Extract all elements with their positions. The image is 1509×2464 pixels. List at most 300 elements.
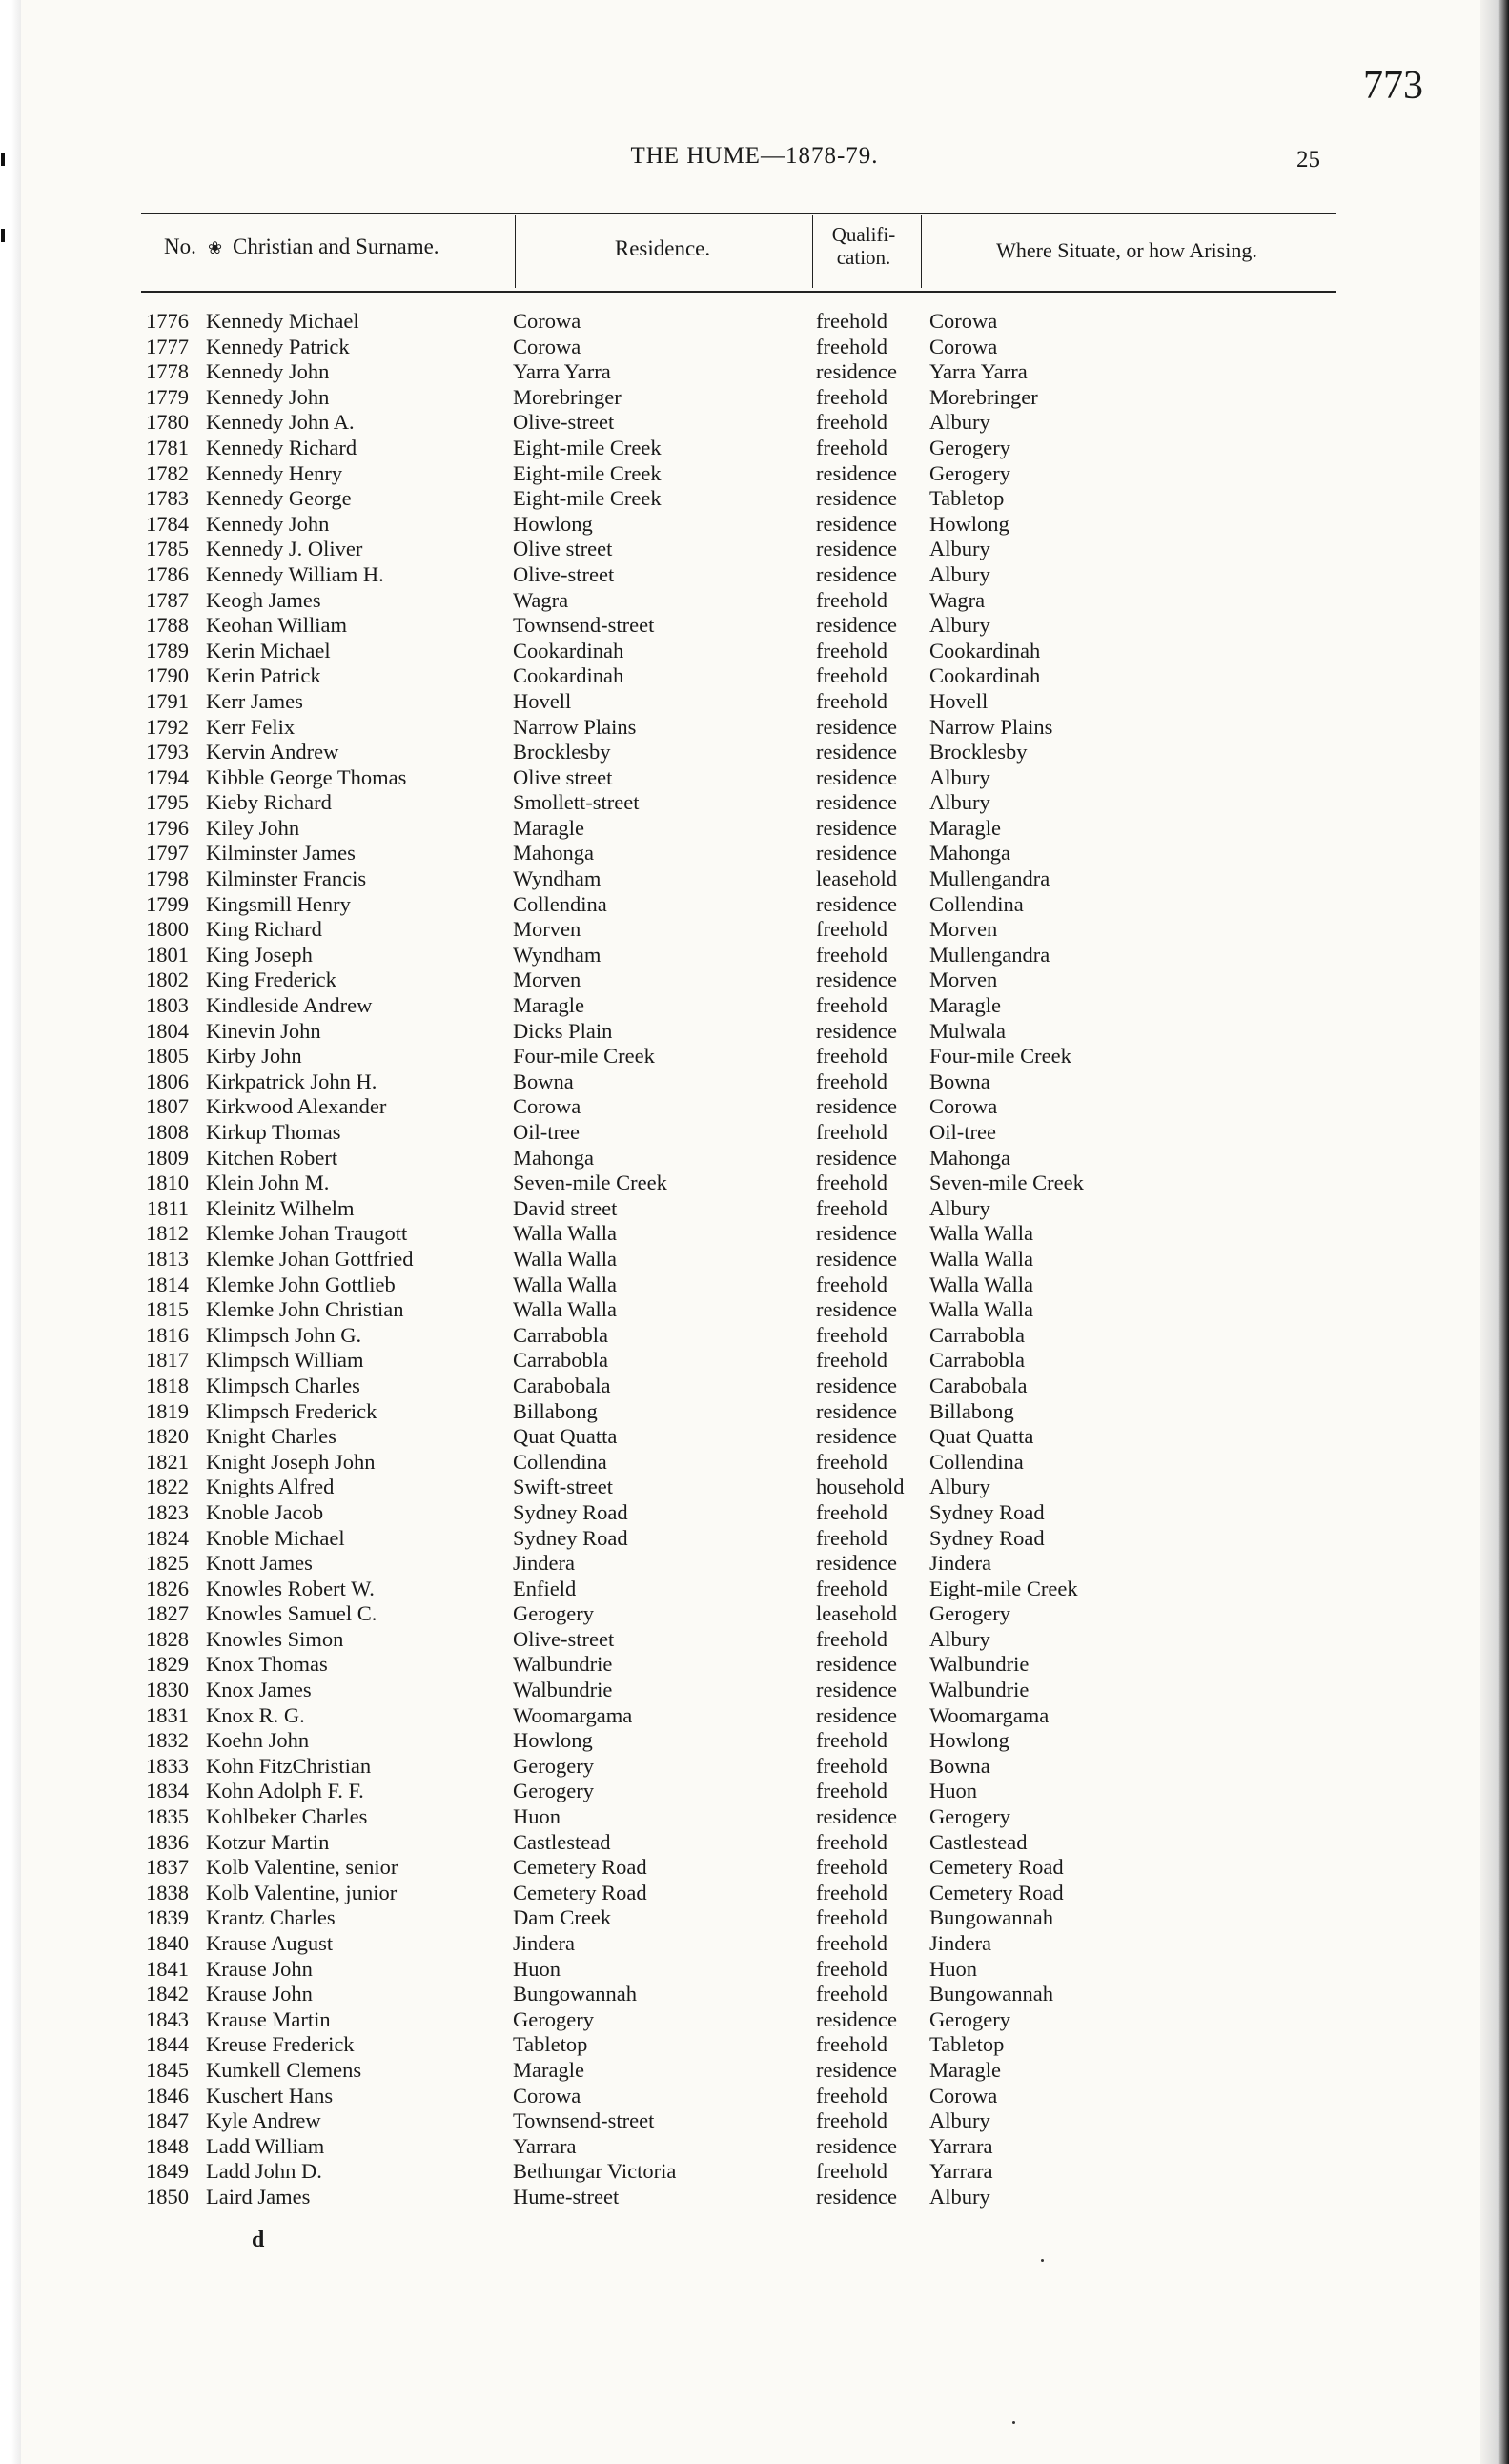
elector-number: 1815 <box>146 1297 189 1322</box>
elector-residence: Eight-mile Creek <box>513 486 662 511</box>
elector-number: 1789 <box>146 638 189 662</box>
elector-number: 1843 <box>146 2006 189 2031</box>
elector-qualification: freehold <box>816 410 887 435</box>
elector-name: Ladd William <box>206 2133 325 2158</box>
elector-qualification: freehold <box>816 1171 887 1195</box>
elector-name: Knowles Samuel C. <box>206 1601 377 1626</box>
elector-residence: Sydney Road <box>513 1499 628 1524</box>
elector-where: Walla Walla <box>929 1272 1034 1296</box>
elector-residence: Jindera <box>513 1931 575 1955</box>
table-row <box>0 1601 1509 1627</box>
elector-qualification: residence <box>816 891 897 916</box>
elector-residence: Corowa <box>513 1094 581 1119</box>
elector-where: Albury <box>929 1195 990 1220</box>
elector-name: Klimpsch John G. <box>206 1322 362 1347</box>
table-row <box>0 1069 1509 1095</box>
elector-number: 1807 <box>146 1094 189 1119</box>
elector-qualification: residence <box>816 1702 897 1727</box>
elector-where: Cemetery Road <box>929 1880 1064 1904</box>
elector-qualification: residence <box>816 561 897 586</box>
table-row <box>0 943 1509 968</box>
elector-number: 1818 <box>146 1373 189 1397</box>
elector-residence: Morven <box>513 917 581 942</box>
elector-number: 1834 <box>146 1779 189 1803</box>
elector-qualification: residence <box>816 714 897 739</box>
elector-residence: Cookardinah <box>513 638 624 662</box>
elector-number: 1830 <box>146 1678 189 1702</box>
elector-residence: Sydney Road <box>513 1525 628 1550</box>
elector-name: Kyle Andrew <box>206 2108 321 2133</box>
elector-qualification: freehold <box>816 1829 887 1854</box>
running-head: THE HUME—1878-79. <box>630 143 879 169</box>
elector-residence: Eight-mile Creek <box>513 435 662 459</box>
table-row <box>0 537 1509 562</box>
table-row <box>0 1678 1509 1703</box>
elector-name: Kirby John <box>206 1044 302 1069</box>
elector-where: Mulwala <box>929 1018 1006 1043</box>
elector-name: King Richard <box>206 917 322 942</box>
elector-where: Hovell <box>929 688 989 713</box>
elector-number: 1812 <box>146 1221 189 1246</box>
elector-qualification: residence <box>816 2184 897 2209</box>
elector-number: 1786 <box>146 561 189 586</box>
elector-qualification: freehold <box>816 2108 887 2133</box>
elector-qualification: freehold <box>816 587 887 612</box>
column-divider <box>921 215 922 288</box>
elector-qualification: residence <box>816 359 897 384</box>
elector-where: Albury <box>929 2108 990 2133</box>
elector-number: 1805 <box>146 1044 189 1069</box>
elector-qualification: freehold <box>816 1728 887 1753</box>
table-row <box>0 1297 1509 1323</box>
elector-number: 1817 <box>146 1348 189 1373</box>
table-row <box>0 2185 1509 2210</box>
elector-residence: Corowa <box>513 334 581 358</box>
elector-number: 1840 <box>146 1931 189 1955</box>
elector-name: Klimpsch William <box>206 1348 364 1373</box>
elector-name: Knott James <box>206 1551 313 1576</box>
elector-residence: Smollett-street <box>513 790 640 815</box>
elector-number: 1819 <box>146 1398 189 1423</box>
table-row <box>0 1323 1509 1349</box>
table-row <box>0 359 1509 385</box>
elector-where: Huon <box>929 1779 977 1803</box>
table-row <box>0 917 1509 943</box>
elector-residence: Four-mile Creek <box>513 1044 655 1069</box>
elector-name: Krantz Charles <box>206 1905 336 1930</box>
elector-number: 1798 <box>146 866 189 891</box>
elector-where: Carrabobla <box>929 1322 1025 1347</box>
elector-where: Eight-mile Creek <box>929 1576 1078 1600</box>
elector-residence: Wagra <box>513 587 569 612</box>
elector-name: Kervin Andrew <box>206 740 339 764</box>
table-row <box>0 1577 1509 1602</box>
elector-name: Klemke Johan Traugott <box>206 1221 408 1246</box>
table-row <box>0 1830 1509 1856</box>
printer-ornament-icon: ❀ <box>208 238 223 257</box>
elector-name: Knoble Michael <box>206 1525 345 1550</box>
elector-name: Klemke Johan Gottfried <box>206 1246 414 1271</box>
elector-residence: Townsend-street <box>513 2108 655 2133</box>
elector-number: 1813 <box>146 1246 189 1271</box>
elector-residence: Huon <box>513 1956 561 1981</box>
table-row <box>0 436 1509 461</box>
elector-where: Gerogery <box>929 1804 1010 1829</box>
elector-number: 1839 <box>146 1905 189 1930</box>
elector-number: 1804 <box>146 1018 189 1043</box>
elector-name: Knight Charles <box>206 1424 336 1449</box>
elector-where: Albury <box>929 764 990 789</box>
table-row <box>0 1120 1509 1146</box>
elector-number: 1778 <box>146 359 189 384</box>
elector-name: Kennedy J. Oliver <box>206 537 363 561</box>
elector-number: 1801 <box>146 942 189 967</box>
elector-where: Mullengandra <box>929 942 1050 967</box>
elector-residence: Gerogery <box>513 2006 594 2031</box>
elector-residence: Maragle <box>513 993 584 1018</box>
table-row <box>0 841 1509 866</box>
elector-number: 1829 <box>146 1652 189 1677</box>
table-row <box>0 1804 1509 1830</box>
elector-qualification: residence <box>816 537 897 561</box>
elector-number: 1838 <box>146 1880 189 1904</box>
table-row <box>0 967 1509 993</box>
elector-number: 1816 <box>146 1322 189 1347</box>
elector-residence: Hume-street <box>513 2184 620 2209</box>
elector-qualification: freehold <box>816 1449 887 1474</box>
table-row <box>0 1146 1509 1171</box>
elector-number: 1784 <box>146 511 189 536</box>
elector-name: Kohn Adolph F. F. <box>206 1779 364 1803</box>
elector-where: Collendina <box>929 1449 1024 1474</box>
elector-residence: Olive-street <box>513 410 615 435</box>
elector-name: Kumkell Clemens <box>206 2057 362 2082</box>
elector-name: Krause Martin <box>206 2006 331 2031</box>
table-row <box>0 1728 1509 1754</box>
elector-residence: Carrabobla <box>513 1348 608 1373</box>
elector-qualification: residence <box>816 1804 897 1829</box>
elector-residence: Swift-street <box>513 1475 613 1499</box>
elector-where: Huon <box>929 1956 977 1981</box>
elector-where: Walbundrie <box>929 1652 1030 1677</box>
elector-qualification: freehold <box>816 1348 887 1373</box>
elector-where: Carabobala <box>929 1373 1028 1397</box>
elector-residence: Narrow Plains <box>513 714 637 739</box>
elector-qualification: freehold <box>816 917 887 942</box>
table-row <box>0 1273 1509 1298</box>
header-rule-top <box>141 213 1336 214</box>
column-header-no: No. <box>164 234 196 258</box>
elector-name: Klimpsch Frederick <box>206 1398 377 1423</box>
elector-qualification: residence <box>816 1398 897 1423</box>
elector-number: 1788 <box>146 613 189 638</box>
elector-name: Keohan William <box>206 613 348 638</box>
elector-where: Bowna <box>929 1069 990 1093</box>
elector-number: 1833 <box>146 1753 189 1778</box>
elector-qualification: freehold <box>816 1982 887 2006</box>
elector-name: Kennedy John <box>206 359 330 384</box>
table-row <box>0 512 1509 538</box>
elector-qualification: freehold <box>816 1956 887 1981</box>
elector-residence: Collendina <box>513 1449 607 1474</box>
elector-where: Albury <box>929 1475 990 1499</box>
elector-qualification: residence <box>816 967 897 992</box>
elector-number: 1796 <box>146 815 189 840</box>
elector-residence: Corowa <box>513 309 581 333</box>
elector-qualification: residence <box>816 511 897 536</box>
punch-mark <box>1 229 5 242</box>
elector-number: 1806 <box>146 1069 189 1093</box>
elector-residence: Olive street <box>513 764 613 789</box>
elector-number: 1781 <box>146 435 189 459</box>
elector-qualification: freehold <box>816 663 887 688</box>
elector-name: Laird James <box>206 2184 311 2209</box>
elector-name: Kerr Felix <box>206 714 296 739</box>
elector-name: Kohlbeker Charles <box>206 1804 368 1829</box>
elector-residence: Howlong <box>513 511 593 536</box>
table-row <box>0 385 1509 411</box>
elector-residence: Carrabobla <box>513 1322 608 1347</box>
elector-residence: Morven <box>513 967 581 992</box>
table-row <box>0 1424 1509 1450</box>
elector-name: Kiley John <box>206 815 300 840</box>
elector-residence: Walla Walla <box>513 1272 618 1296</box>
elector-number: 1810 <box>146 1171 189 1195</box>
table-row <box>0 1196 1509 1222</box>
table-row <box>0 892 1509 918</box>
elector-qualification: freehold <box>816 1322 887 1347</box>
elector-where: Sydney Road <box>929 1499 1045 1524</box>
elector-number: 1802 <box>146 967 189 992</box>
elector-residence: Bethungar Victoria <box>513 2159 677 2184</box>
elector-name: Knox James <box>206 1678 312 1702</box>
table-row <box>0 1652 1509 1678</box>
header-rule-bottom <box>141 291 1336 293</box>
elector-where: Albury <box>929 561 990 586</box>
elector-name: Kennedy John <box>206 511 330 536</box>
elector-where: Billabong <box>929 1398 1014 1423</box>
elector-number: 1823 <box>146 1499 189 1524</box>
elector-residence: Dicks Plain <box>513 1018 613 1043</box>
elector-qualification: freehold <box>816 1499 887 1524</box>
elector-qualification: residence <box>816 790 897 815</box>
elector-residence: Dam Creek <box>513 1905 612 1930</box>
elector-qualification: freehold <box>816 1069 887 1093</box>
elector-where: Albury <box>929 1626 990 1651</box>
elector-name: Knights Alfred <box>206 1475 335 1499</box>
table-row <box>0 2159 1509 2185</box>
elector-residence: Tabletop <box>513 2032 588 2057</box>
elector-name: Kirkpatrick John H. <box>206 1069 377 1093</box>
table-row <box>0 2007 1509 2033</box>
elector-number: 1825 <box>146 1551 189 1576</box>
elector-name: Kilminster James <box>206 841 356 865</box>
table-row <box>0 2084 1509 2109</box>
elector-name: Kreuse Frederick <box>206 2032 355 2057</box>
elector-number: 1850 <box>146 2184 189 2209</box>
table-row <box>0 1526 1509 1552</box>
elector-residence: Gerogery <box>513 1753 594 1778</box>
elector-residence: Seven-mile Creek <box>513 1171 667 1195</box>
elector-residence: Hovell <box>513 688 572 713</box>
elector-number: 1808 <box>146 1120 189 1144</box>
paper-speck <box>1012 2421 1015 2424</box>
elector-number: 1814 <box>146 1272 189 1296</box>
elector-residence: Cemetery Road <box>513 1880 647 1904</box>
elector-where: Tabletop <box>929 486 1005 511</box>
elector-where: Oil-tree <box>929 1120 996 1144</box>
elector-residence: Castlestead <box>513 1829 611 1854</box>
elector-qualification: freehold <box>816 309 887 333</box>
elector-where: Gerogery <box>929 1601 1010 1626</box>
elector-where: Corowa <box>929 1094 998 1119</box>
elector-name: Kirkwood Alexander <box>206 1094 387 1119</box>
elector-qualification: residence <box>816 841 897 865</box>
elector-qualification: residence <box>816 1424 897 1449</box>
elector-residence: Walla Walla <box>513 1246 618 1271</box>
elector-number: 1782 <box>146 460 189 485</box>
table-row <box>0 993 1509 1019</box>
elector-number: 1800 <box>146 917 189 942</box>
elector-residence: Quat Quatta <box>513 1424 618 1449</box>
elector-qualification: residence <box>816 1145 897 1170</box>
elector-qualification: residence <box>816 1246 897 1271</box>
elector-residence: Eight-mile Creek <box>513 460 662 485</box>
table-row <box>0 1221 1509 1247</box>
elector-name: Ladd John D. <box>206 2159 322 2184</box>
elector-qualification: freehold <box>816 2032 887 2057</box>
elector-name: Kerr James <box>206 688 303 713</box>
table-row <box>0 1475 1509 1500</box>
elector-qualification: freehold <box>816 942 887 967</box>
elector-name: Kennedy John <box>206 384 330 409</box>
elector-residence: Carabobala <box>513 1373 611 1397</box>
elector-qualification: residence <box>816 764 897 789</box>
qualification-line-2: cation. <box>836 246 891 269</box>
elector-qualification: freehold <box>816 1905 887 1930</box>
elector-number: 1780 <box>146 410 189 435</box>
elector-name: Kinevin John <box>206 1018 321 1043</box>
table-row <box>0 740 1509 765</box>
elector-where: Corowa <box>929 2083 998 2108</box>
elector-qualification: freehold <box>816 1044 887 1069</box>
elector-number: 1799 <box>146 891 189 916</box>
elector-where: Walla Walla <box>929 1246 1034 1271</box>
elector-number: 1795 <box>146 790 189 815</box>
elector-qualification: freehold <box>816 1195 887 1220</box>
elector-residence: Gerogery <box>513 1601 594 1626</box>
elector-qualification: freehold <box>816 1576 887 1600</box>
elector-name: Kennedy Richard <box>206 435 357 459</box>
elector-qualification: freehold <box>816 1779 887 1803</box>
elector-name: Klein John M. <box>206 1171 330 1195</box>
elector-qualification: residence <box>816 815 897 840</box>
elector-number: 1845 <box>146 2057 189 2082</box>
elector-number: 1821 <box>146 1449 189 1474</box>
elector-where: Yarrara <box>929 2159 993 2184</box>
elector-number: 1785 <box>146 537 189 561</box>
elector-where: Castlestead <box>929 1829 1028 1854</box>
elector-name: Kerin Patrick <box>206 663 321 688</box>
elector-qualification: household <box>816 1475 905 1499</box>
elector-number: 1831 <box>146 1702 189 1727</box>
elector-number: 1783 <box>146 486 189 511</box>
elector-where: Cemetery Road <box>929 1855 1064 1880</box>
elector-name: Kennedy George <box>206 486 352 511</box>
elector-number: 1811 <box>146 1195 189 1220</box>
elector-qualification: freehold <box>816 638 887 662</box>
elector-residence: Walla Walla <box>513 1297 618 1322</box>
elector-where: Howlong <box>929 1728 1009 1753</box>
elector-number: 1835 <box>146 1804 189 1829</box>
table-row <box>0 1374 1509 1399</box>
elector-residence: Cemetery Road <box>513 1855 647 1880</box>
elector-where: Gerogery <box>929 435 1010 459</box>
elector-number: 1791 <box>146 688 189 713</box>
elector-where: Mullengandra <box>929 866 1050 891</box>
table-row <box>0 689 1509 715</box>
elector-residence: David street <box>513 1195 618 1220</box>
elector-number: 1792 <box>146 714 189 739</box>
elector-residence: Huon <box>513 1804 561 1829</box>
elector-qualification: residence <box>816 1297 897 1322</box>
elector-residence: Olive street <box>513 537 613 561</box>
elector-name: Kingsmill Henry <box>206 891 351 916</box>
elector-residence: Morebringer <box>513 384 622 409</box>
elector-where: Carrabobla <box>929 1348 1025 1373</box>
elector-qualification: freehold <box>816 2159 887 2184</box>
elector-number: 1822 <box>146 1475 189 1499</box>
elector-where: Tabletop <box>929 2032 1005 2057</box>
elector-name: Kennedy John A. <box>206 410 355 435</box>
elector-where: Morebringer <box>929 384 1038 409</box>
elector-where: Albury <box>929 2184 990 2209</box>
elector-name: Krause John <box>206 1956 313 1981</box>
elector-residence: Brocklesby <box>513 740 611 764</box>
table-row <box>0 2108 1509 2134</box>
elector-where: Howlong <box>929 511 1009 536</box>
elector-residence: Oil-tree <box>513 1120 580 1144</box>
elector-where: Albury <box>929 613 990 638</box>
table-row <box>0 2058 1509 2084</box>
table-row <box>0 1627 1509 1653</box>
elector-list <box>0 309 1509 2210</box>
elector-number: 1779 <box>146 384 189 409</box>
elector-qualification: freehold <box>816 2083 887 2108</box>
elector-where: Narrow Plains <box>929 714 1053 739</box>
elector-qualification: leasehold <box>816 1601 897 1626</box>
table-row <box>0 1450 1509 1476</box>
elector-name: King Frederick <box>206 967 336 992</box>
elector-residence: Bungowannah <box>513 1982 637 2006</box>
elector-number: 1827 <box>146 1601 189 1626</box>
elector-where: Yarra Yarra <box>929 359 1028 384</box>
table-row <box>0 1551 1509 1577</box>
table-row <box>0 639 1509 664</box>
elector-number: 1793 <box>146 740 189 764</box>
table-row <box>0 309 1509 335</box>
elector-where: Walla Walla <box>929 1297 1034 1322</box>
elector-name: Keogh James <box>206 587 321 612</box>
elector-name: Kindleside Andrew <box>206 993 373 1018</box>
table-row <box>0 1905 1509 1931</box>
elector-qualification: residence <box>816 1373 897 1397</box>
table-row <box>0 1094 1509 1120</box>
elector-where: Cookardinah <box>929 663 1041 688</box>
elector-where: Brocklesby <box>929 740 1028 764</box>
elector-name: Kennedy William H. <box>206 561 384 586</box>
elector-qualification: freehold <box>816 1626 887 1651</box>
